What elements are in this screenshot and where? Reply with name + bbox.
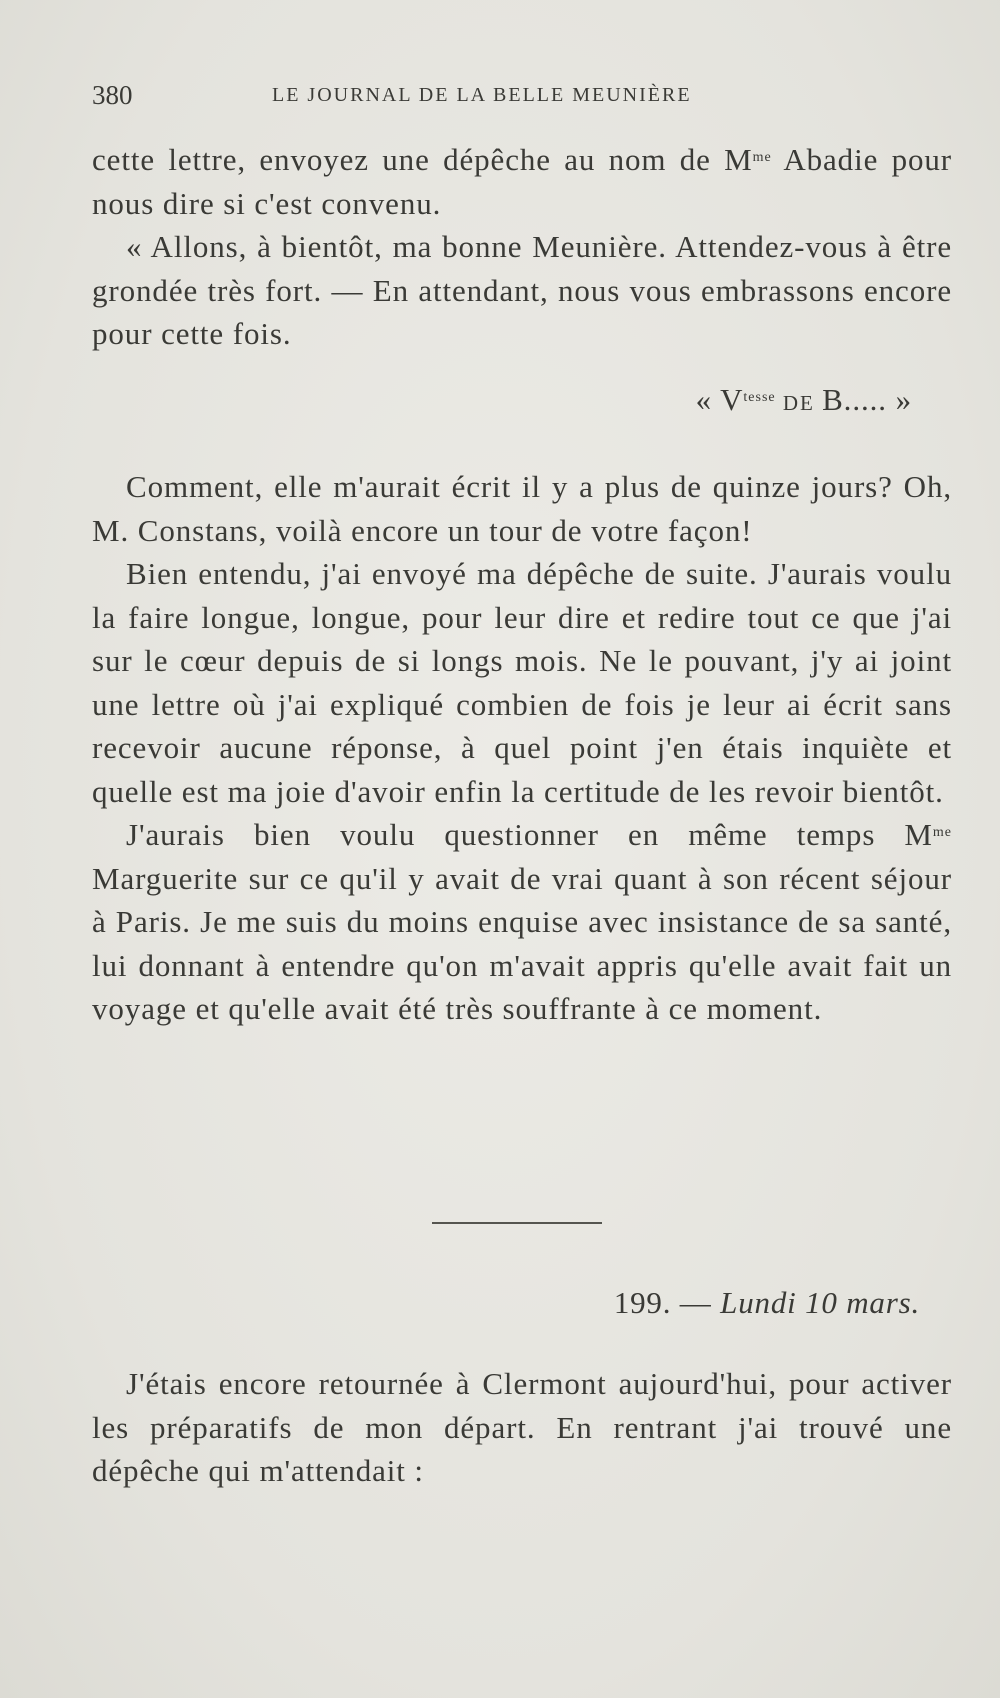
signature-text: B..... » [822,381,912,417]
superscript: me [752,150,772,165]
section-divider [432,1222,602,1224]
superscript: tesse [743,389,776,405]
paragraph-letter-end [92,138,952,225]
superscript: me [932,825,952,840]
running-head [92,80,952,112]
entry-heading [614,1285,920,1321]
entry-number: 199. — [613,1285,721,1320]
letter-signature [92,378,952,426]
page-number: 380 [92,80,133,110]
running-title: LE JOURNAL DE LA BELLE MEUNIÈRE [272,84,692,106]
signature-text: DE [775,390,823,415]
paragraph-text: cette lettre, envoyez une dépêche au nom de M [92,142,753,177]
entry-text [92,1362,952,1493]
paragraph-text: J'aurais bien voulu questionner en même temps M [126,817,933,852]
paragraph-comment: Comment, elle m'aurait écrit il y a plus de quinze jours? Oh, M. Constans, voilà encore un tour de votre façon! [92,469,952,548]
paragraph-entry: J'étais encore retournée à Clermont aujourd'hui, pour activer les préparatifs de mon départ. En rentrant j'ai trouvé une dépêche qui m'attendait : [92,1366,952,1488]
paragraph-reply: Bien entendu, j'ai envoyé ma dépêche de suite. J'aurais voulu la faire longue, longue, pour leur dire et redire tout ce que j'ai sur le cœur depuis de si longs mois. Ne le pouvant, j'y ai joint une lettre où j'ai expliqué combien de fois je leur ai écrit sans recevoir aucune réponse, à quel point j'en étais inquiète et quelle est ma joie d'avoir enfin la certitude de les revoir bientôt. [92,556,952,809]
signature-text: « V [695,381,744,417]
paragraph-text: Abadie pour nous dire si c'est convenu. [92,142,953,221]
body-text [92,138,952,1031]
paragraph-question [92,813,952,1031]
paragraph-letter-closing: « Allons, à bientôt, ma bonne Meunière. Attendez-vous à être grondée très fort. — En attendant, nous vous embrassons encore pour cette fois. [92,229,952,351]
paragraph-text: Marguerite sur ce qu'il y avait de vrai quant à son récent séjour à Paris. Je me suis du moins enquise avec insistance de sa santé, lui donnant à entendre qu'on m'avait appris qu'elle avait fait un voyage et qu'elle avait été très souffrante à ce moment. [92,860,952,1026]
entry-date: Lundi 10 mars. [720,1285,920,1320]
